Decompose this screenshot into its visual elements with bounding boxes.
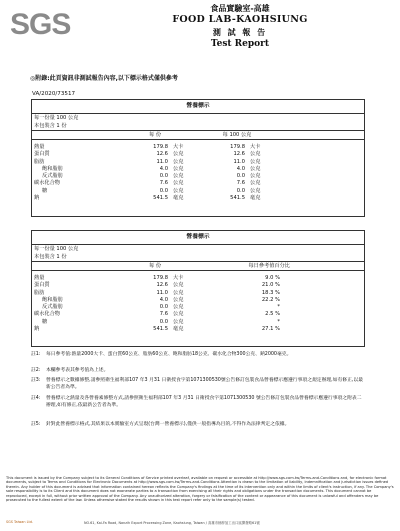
nutrient-unit: 公克 — [173, 151, 184, 158]
nutrient-row — [32, 173, 364, 180]
nutrient-daily-value-percent: 27.1 % — [261, 326, 280, 333]
nutrient-unit: 毫克 — [173, 326, 184, 333]
col-per-100g: 每 100 公克 — [222, 132, 252, 138]
nutrient-unit: 公克 — [250, 187, 261, 194]
nutrient-unit: 公克 — [173, 173, 184, 180]
nutrient-name: 反式脂肪 — [42, 173, 63, 180]
nutrient-row — [32, 159, 364, 166]
footnote-4 — [31, 396, 369, 420]
nutrient-name: 鈉 — [34, 195, 40, 202]
report-title-chinese: 測 試 報 告 — [212, 27, 268, 37]
nutrient-unit: 公克 — [173, 304, 184, 311]
footnote-text: 本欄參考表其參考值為上述。 — [46, 368, 109, 373]
nutrient-daily-value-percent: 18.3 % — [261, 289, 280, 296]
nutrient-daily-value-percent: * — [277, 318, 280, 325]
nutrient-value-per-100g: 4.0 — [236, 165, 245, 172]
col-per-serving: 每 份 — [148, 263, 162, 269]
nutrient-value-per-100g: 179.8 — [230, 144, 245, 150]
nutrient-unit: 公克 — [173, 282, 184, 289]
nutrition-table-daily-value — [31, 230, 365, 347]
svg-text:SGS: SGS — [10, 8, 71, 41]
footnote-text: 營養標示之數據修整,請參照衛生福利部107 年3 月31 日衛授食字第1071300530號公告修訂包裝食品營養標示應遵行事項之規定辦理,如有修正,以最新公告者為準。 — [46, 378, 364, 390]
servings-per-package: 本包裝含 1 份 — [34, 123, 67, 129]
nutrient-value-per-serving: 7.6 — [159, 311, 168, 318]
nutrient-name: 鈉 — [34, 326, 40, 333]
nutrient-value-per-100g: 541.5 — [230, 195, 245, 202]
nutrient-unit: 公克 — [173, 318, 184, 325]
nutrient-unit: 毫克 — [250, 195, 261, 202]
nutrient-value-per-100g: 11.0 — [233, 158, 245, 165]
footnote-1 — [31, 352, 369, 368]
nutrient-unit: 公克 — [173, 187, 184, 194]
col-per-serving: 每 份 — [148, 132, 162, 138]
footnote-label: 註3: — [31, 378, 41, 383]
column-header-row — [32, 261, 364, 271]
nutrient-rows — [32, 275, 364, 333]
lab-english-name: FOOD LAB-KAOHSIUNG — [172, 14, 308, 25]
nutrient-value-per-serving: 179.8 — [153, 144, 168, 150]
serving-size: 每一份量 100 公克 — [34, 246, 79, 252]
nutrient-rows — [32, 144, 364, 202]
nutrient-name: 脂肪 — [34, 289, 45, 296]
footnote-label: 註5: — [31, 422, 41, 427]
footnote-text: 每日參考值:熱量2000大卡、蛋白質60公克、脂肪60公克、飽和脂肪18公克、碳水化合物300公克、鈉2000毫克。 — [46, 352, 292, 357]
nutrient-unit: 公克 — [250, 173, 261, 180]
nutrient-name: 反式脂肪 — [42, 304, 63, 311]
nutrient-row — [32, 326, 364, 333]
nutrient-name: 蛋白質 — [34, 151, 50, 158]
nutrient-name: 蛋白質 — [34, 282, 50, 289]
nutrient-row — [32, 151, 364, 158]
nutrient-row — [32, 304, 364, 311]
nutrient-row — [32, 188, 364, 195]
nutrition-table-per-100g — [31, 99, 365, 217]
nutrient-name: 脂肪 — [34, 158, 45, 165]
report-title-english: Test Report — [210, 39, 270, 49]
lab-chinese-name: 食品實驗室-高雄 — [210, 3, 270, 13]
footnote-label: 註1: — [31, 352, 41, 357]
nutrient-unit: 公克 — [173, 296, 184, 303]
nutrient-unit: 毫克 — [173, 195, 184, 202]
nutrient-row — [32, 290, 364, 297]
nutrient-name: 熱量 — [34, 275, 45, 281]
nutrient-unit: 公克 — [250, 151, 261, 158]
footnote-5 — [31, 422, 369, 438]
nutrient-value-per-serving: 12.6 — [156, 151, 168, 158]
nutrient-value-per-serving: 0.0 — [159, 318, 168, 325]
table-title: 營養標示 — [32, 231, 364, 245]
nutrient-value-per-100g: 0.0 — [236, 187, 245, 194]
nutrient-unit: 大卡 — [173, 275, 184, 281]
nutrient-value-per-100g: 0.0 — [236, 173, 245, 180]
nutrient-value-per-serving: 7.6 — [159, 180, 168, 187]
nutrient-value-per-serving: 11.0 — [156, 158, 168, 165]
nutrient-daily-value-percent: 2.5 % — [265, 311, 280, 318]
report-number: VA/2020/73517 — [32, 91, 76, 97]
nutrient-unit: 公克 — [173, 165, 184, 172]
column-header-row — [32, 130, 364, 140]
nutrient-value-per-serving: 0.0 — [159, 304, 168, 311]
nutrient-unit: 公克 — [173, 158, 184, 165]
company-name: SGS Taiwan Ltd. — [6, 520, 34, 524]
nutrient-value-per-serving: 4.0 — [159, 165, 168, 172]
nutrient-name: 碳水化合物 — [34, 180, 60, 187]
nutrient-unit: 公克 — [250, 165, 261, 172]
nutrient-row — [32, 282, 364, 289]
footnote-text: 針對此營養標示格式,其結果以本實驗室方式呈現(台灣一營養標示),僅供一般指導為目的,不得作為法律判定之依據。 — [46, 422, 290, 427]
nutrient-name: 糖 — [42, 318, 48, 325]
nutrient-unit: 大卡 — [173, 144, 184, 150]
nutrient-unit: 公克 — [250, 158, 261, 165]
table-title: 營養標示 — [32, 100, 364, 114]
nutrient-unit: 公克 — [173, 311, 184, 318]
nutrient-unit: 公克 — [173, 180, 184, 187]
nutrient-row — [32, 166, 364, 173]
appendix-note: ◎附錄:此頁資訊非測試報告內容,以下標示格式僅供參考 — [30, 75, 178, 82]
nutrient-value-per-100g: 7.6 — [236, 180, 245, 187]
nutrient-row — [32, 275, 364, 282]
nutrient-daily-value-percent: 9.0 % — [265, 275, 280, 281]
footnote-2 — [31, 368, 369, 376]
nutrient-row — [32, 297, 364, 304]
nutrient-row — [32, 180, 364, 187]
nutrient-name: 碳水化合物 — [34, 311, 60, 318]
nutrient-name: 飽和脂肪 — [42, 296, 63, 303]
nutrient-value-per-serving: 0.0 — [159, 187, 168, 194]
nutrient-row — [32, 311, 364, 318]
nutrient-row — [32, 319, 364, 326]
col-daily-value: 每日參考值百分比 — [248, 263, 290, 269]
nutrient-unit: 公克 — [250, 180, 261, 187]
sgs-logo — [8, 4, 76, 44]
servings-per-package: 本包裝含 1 份 — [34, 254, 67, 260]
nutrient-daily-value-percent: 21.0 % — [261, 282, 280, 289]
nutrient-unit: 大卡 — [250, 144, 261, 150]
nutrient-value-per-serving: 541.5 — [153, 195, 168, 202]
nutrient-value-per-serving: 541.5 — [153, 326, 168, 333]
nutrient-name: 糖 — [42, 187, 48, 194]
company-address: NO.61, Kai-Fa Road, Nanzih Export Processing Zone, Kaohsiung, Taiwan / 高雄市楠梓加工出口區開發路61號 — [84, 521, 260, 525]
footnote-text: 營養標示之熱量及各營養素修整方式,請參照衛生福利部107 年3 月31 日衛授食字第1071300530 號公告修訂包裝食品營養標示應遵行事項之附表二辦理,如有修正,依最新公告者為準。 — [46, 396, 362, 408]
nutrient-row — [32, 144, 364, 151]
nutrient-value-per-serving: 12.6 — [156, 282, 168, 289]
nutrient-value-per-100g: 12.6 — [233, 151, 245, 158]
nutrient-name: 飽和脂肪 — [42, 165, 63, 172]
nutrient-value-per-serving: 11.0 — [156, 289, 168, 296]
nutrient-value-per-serving: 179.8 — [153, 275, 168, 281]
footnote-label: 註4: — [31, 396, 41, 401]
footnote-3 — [31, 378, 369, 394]
nutrient-daily-value-percent: 22.2 % — [261, 296, 280, 303]
nutrient-value-per-serving: 0.0 — [159, 173, 168, 180]
legal-disclaimer: This document is issued by the Company subject to its General Conditions of Service printed overleaf, available on request or accessible at http://www.sgs.com.tw/Terms-and-Conditions and, for electronic format documents, subject to Terms and Conditions for Electronic Documents at http://www.sgs.com.tw/Terms-and-Conditions Attention is drawn to the limitation of liability, indemnification and jurisdiction issues defined therein. Any holder of this document is advised that information contained hereon reflects the Company's findings at the time of its intervention only and within the limits of client's instruction, if any. The Company's sole responsibility is to its Client and this document does not exonerate parties to a transaction from exercising all their rights and obligations under the transaction documents. This document cannot be reproduced, except in full, without prior written approval of the Company. Any unauthorized alteration, forgery or falsification of the content or appearance of this document is unlawful and offenders may be prosecuted to the fullest extent of the law. Unless otherwise stated the results shown in this test report refer only to the sample(s) tested. — [6, 476, 394, 503]
nutrient-unit: 公克 — [173, 289, 184, 296]
serving-size: 每一份量 100 公克 — [34, 115, 79, 121]
nutrient-daily-value-percent: * — [277, 304, 280, 311]
nutrient-value-per-serving: 4.0 — [159, 296, 168, 303]
nutrient-name: 熱量 — [34, 144, 45, 150]
nutrient-row — [32, 195, 364, 202]
footnote-label: 註2: — [31, 368, 41, 373]
